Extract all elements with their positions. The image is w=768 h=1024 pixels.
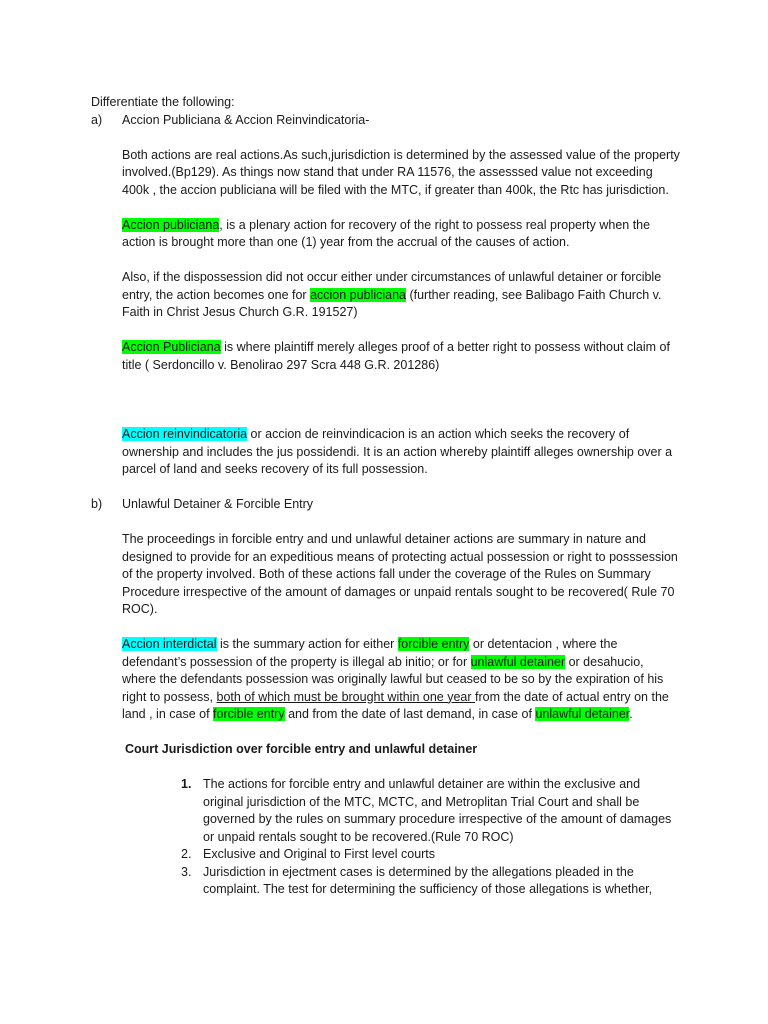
section-b-heading xyxy=(91,496,681,514)
section-a-title: Accion Publiciana & Accion Reinvindicatoria- xyxy=(122,112,370,127)
list-item-number: 2. xyxy=(181,847,192,861)
list-item xyxy=(181,864,681,899)
paragraph-b1: The proceedings in forcible entry and und unlawful detainer actions are summary in nature and designed to provide for an expeditious means of protecting actual possession or right to posssession of the property involved. Both of these actions fall under the coverage of the Rules on Summary Procedure irrespective of the amount of damages or unpaid rentals sought to be recovered( Rule 70 ROC). xyxy=(122,532,678,616)
paragraph-a2 xyxy=(91,217,681,252)
list-item xyxy=(181,846,681,864)
list-item xyxy=(181,776,681,846)
paragraph-b2-text-5: and from the date of last demand, in case of xyxy=(284,707,536,721)
paragraph-a3-text-start: Also, if the dispossession did not occur either under circumstances of unlawful detainer or forcible entry, the action becomes one for xyxy=(122,270,662,302)
highlight-forcible-entry-2: forcible entry xyxy=(213,707,285,721)
list-item-number: 3. xyxy=(181,864,192,879)
paragraph-a4 xyxy=(91,339,681,374)
paragraph-a3 xyxy=(91,269,681,322)
paragraph-b2-text-2: or detentacion , where the defendant’s possession of the property is illegal ab initio; or for xyxy=(122,637,618,669)
paragraph-a5-text: or accion de reinvindicacion is an action which seeks the recovery of ownership and includes the jus possidendi. It is an action whereby plaintiff alleges ownership over a parcel of land and seeks recovery of its full possession. xyxy=(122,427,673,476)
highlight-unlawful-detainer: unlawful detainer xyxy=(470,654,566,669)
intro-line: Differentiate the following: xyxy=(91,95,235,109)
list-item-text: Jurisdiction in ejectment cases is determined by the allegations pleaded in the complaint. The test for determining the sufficiency of those allegations is whether, xyxy=(203,864,653,896)
list-item-text: Exclusive and Original to First level courts xyxy=(203,847,436,861)
section-b-title: Unlawful Detainer & Forcible Entry xyxy=(122,497,314,511)
paragraph-b2-end: . xyxy=(629,707,633,721)
section-a-heading xyxy=(91,112,681,130)
highlight-forcible-entry: forcible entry xyxy=(397,637,470,651)
highlight-accion-publiciana-3: Accion Publiciana xyxy=(122,340,221,354)
paragraph-a5 xyxy=(91,426,681,479)
paragraph-a2-text: , is a plenary action for recovery of the right to possess real property when the action is brought more than one (1) year from the accrual of the causes of action. xyxy=(122,217,651,249)
paragraph-b2-text-4: from the date of actual entry on the land , in case of xyxy=(122,689,669,721)
document-body xyxy=(91,94,681,899)
section-b-label: b) xyxy=(91,497,103,511)
list-item-text: The actions for forcible entry and unlawful detainer are within the exclusive and original jurisdiction of the MTC, MCTC, and Metroplitan Trial Court and shall be governed by the rules on summary procedure irrespective of the amount of damages or unpaid rentals sought to be recovered.(Rule 70 ROC) xyxy=(203,777,672,844)
highlight-accion-publiciana-2: accion publiciana xyxy=(310,287,406,302)
highlight-unlawful-detainer-2: unlawful detainer xyxy=(535,707,630,721)
paragraph-b2-text-3: or desahucio, where the defendants possession was originally lawful but ceased to be so by the expiration of his right to possess, xyxy=(122,654,664,704)
paragraph-b2 xyxy=(91,636,681,724)
highlight-accion-publiciana: Accion publiciana xyxy=(122,217,220,232)
highlight-accion-interdictal: Accion interdictal xyxy=(122,637,217,651)
paragraph-a4-text: is where plaintiff merely alleges proof of a better right to possess without claim of title ( Serdoncillo v. Benolirao 297 Scra 448 G.R. 201286) xyxy=(122,340,670,372)
highlight-accion-reinvindicatoria: Accion reinvindicatoria xyxy=(122,427,248,441)
paragraph-b2-text-1: is the summary action for either xyxy=(216,637,398,651)
paragraph-a3-text-end: (further reading, see Balibago Faith Church v. Faith in Christ Jesus Church G.R. 191527) xyxy=(122,287,662,319)
jurisdiction-list xyxy=(181,776,681,899)
jurisdiction-heading: Court Jurisdiction over forcible entry and unlawful detainer xyxy=(125,742,478,756)
paragraph-a1: Both actions are real actions.As such,jurisdiction is determined by the assessed value of the property involved.(Bp129). As things now stand that under RA 11576, the assesssed value not exceeding 400k , the accion publiciana will be filed with the MTC, if greater than 400k, the Rtc has jurisdiction. xyxy=(122,147,680,197)
underlined-one-year: both of which must be brought within one year xyxy=(216,689,475,704)
section-a-label: a) xyxy=(91,112,103,127)
list-item-number: 1. xyxy=(181,777,192,791)
